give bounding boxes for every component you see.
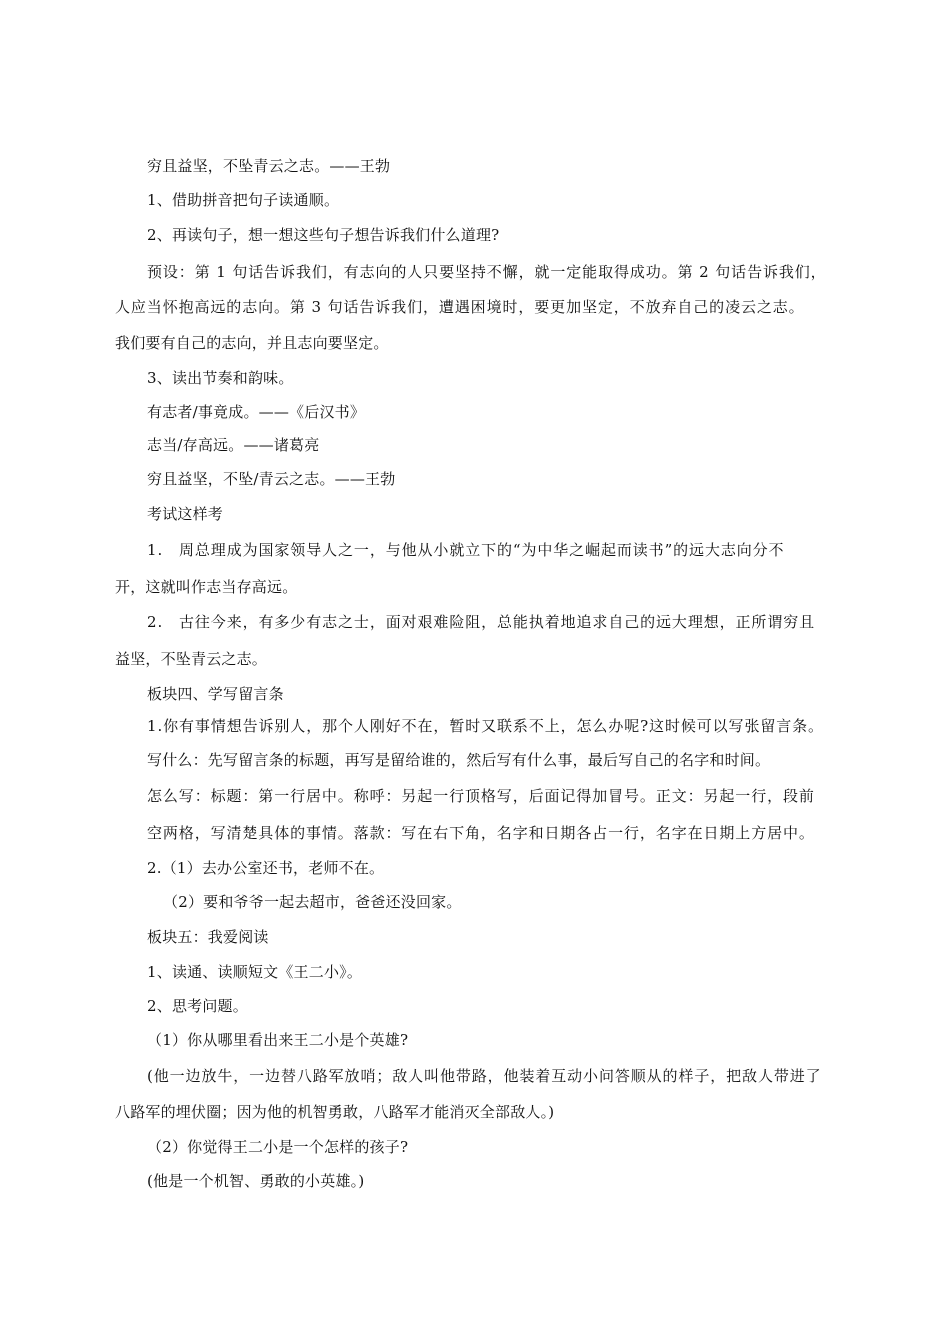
note-intro-line: 1.你有事情想告诉别人，那个人刚好不在，暂时又联系不上，怎么办呢?这时候可以写张留言条。 [147, 717, 824, 735]
quote-line-wang-bo: 穷且益坚，不坠青云之志。——王勃 [147, 157, 391, 175]
question-2: （2）你觉得王二小是一个怎样的孩子? [147, 1138, 409, 1156]
step-3-line: 3、读出节奏和韵味。 [147, 369, 294, 387]
preset-line-2: 人应当怀抱高远的志向。第 3 句话告诉我们，遭遇困境时，要更加坚定，不放弃自己的凌云之志。 [115, 298, 805, 316]
note-what-line: 写什么：先写留言条的标题，再写是留给谁的，然后写有什么事，最后写自己的名字和时间。 [147, 751, 771, 769]
section-5-heading: 板块五：我爱阅读 [147, 928, 269, 946]
exam-item-2-line-2: 益坚，不坠青云之志。 [115, 650, 268, 668]
note-task-2: （2）要和爷爷一起去超市，爸爸还没回家。 [163, 893, 462, 911]
answer-1-line-2: 八路军的埋伏圈；因为他的机智勇敢，八路军才能消灭全部敌人。) [115, 1103, 555, 1121]
answer-1-line-1: (他一边放牛，一边替八路军放哨；敌人叫他带路，他装着互动小问答顺从的样子，把敌人带进了 [147, 1067, 822, 1085]
note-how-line-1: 怎么写：标题：第一行居中。称呼：另起一行顶格写，后面记得加冒号。正文：另起一行，段前 [147, 787, 815, 805]
note-task-1: 2.（1）去办公室还书，老师不在。 [147, 859, 385, 877]
preset-line-3: 我们要有自己的志向，并且志向要坚定。 [115, 334, 389, 352]
reading-step-2: 2、思考问题。 [147, 997, 248, 1015]
answer-2: (他是一个机智、勇敢的小英雄。) [147, 1172, 365, 1190]
exam-item-1-line-2: 开，这就叫作志当存高远。 [115, 578, 298, 596]
note-how-line-2: 空两格，写清楚具体的事情。落款：写在右下角，名字和日期各占一行，名字在日期上方居中。 [147, 824, 815, 842]
rhythm-line-3: 穷且益坚，不坠/青云之志。——王勃 [147, 470, 396, 488]
step-1-line: 1、借助拼音把句子读通顺。 [147, 191, 340, 209]
exam-heading: 考试这样考 [147, 505, 224, 523]
rhythm-line-1: 有志者/事竟成。——《后汉书》 [147, 403, 366, 421]
step-2-line: 2、再读句子，想一想这些句子想告诉我们什么道理? [147, 226, 500, 244]
question-1: （1）你从哪里看出来王二小是个英雄? [147, 1031, 409, 1049]
exam-item-1-line-1: 1. 周总理成为国家领导人之一，与他从小就立下的“为中华之崛起而读书”的远大志向分不 [147, 541, 785, 559]
rhythm-line-2: 志当/存高远。——诸葛亮 [147, 436, 320, 454]
exam-item-2-line-1: 2. 古往今来，有多少有志之士，面对艰难险阻，总能执着地追求自己的远大理想，正所谓穷且 [147, 613, 816, 631]
preset-line-1: 预设：第 1 句话告诉我们，有志向的人只要坚持不懈，就一定能取得成功。第 2 句话告诉我们， [147, 263, 827, 281]
section-4-heading: 板块四、学写留言条 [147, 685, 284, 703]
reading-step-1: 1、读通、读顺短文《王二小》。 [147, 963, 363, 981]
